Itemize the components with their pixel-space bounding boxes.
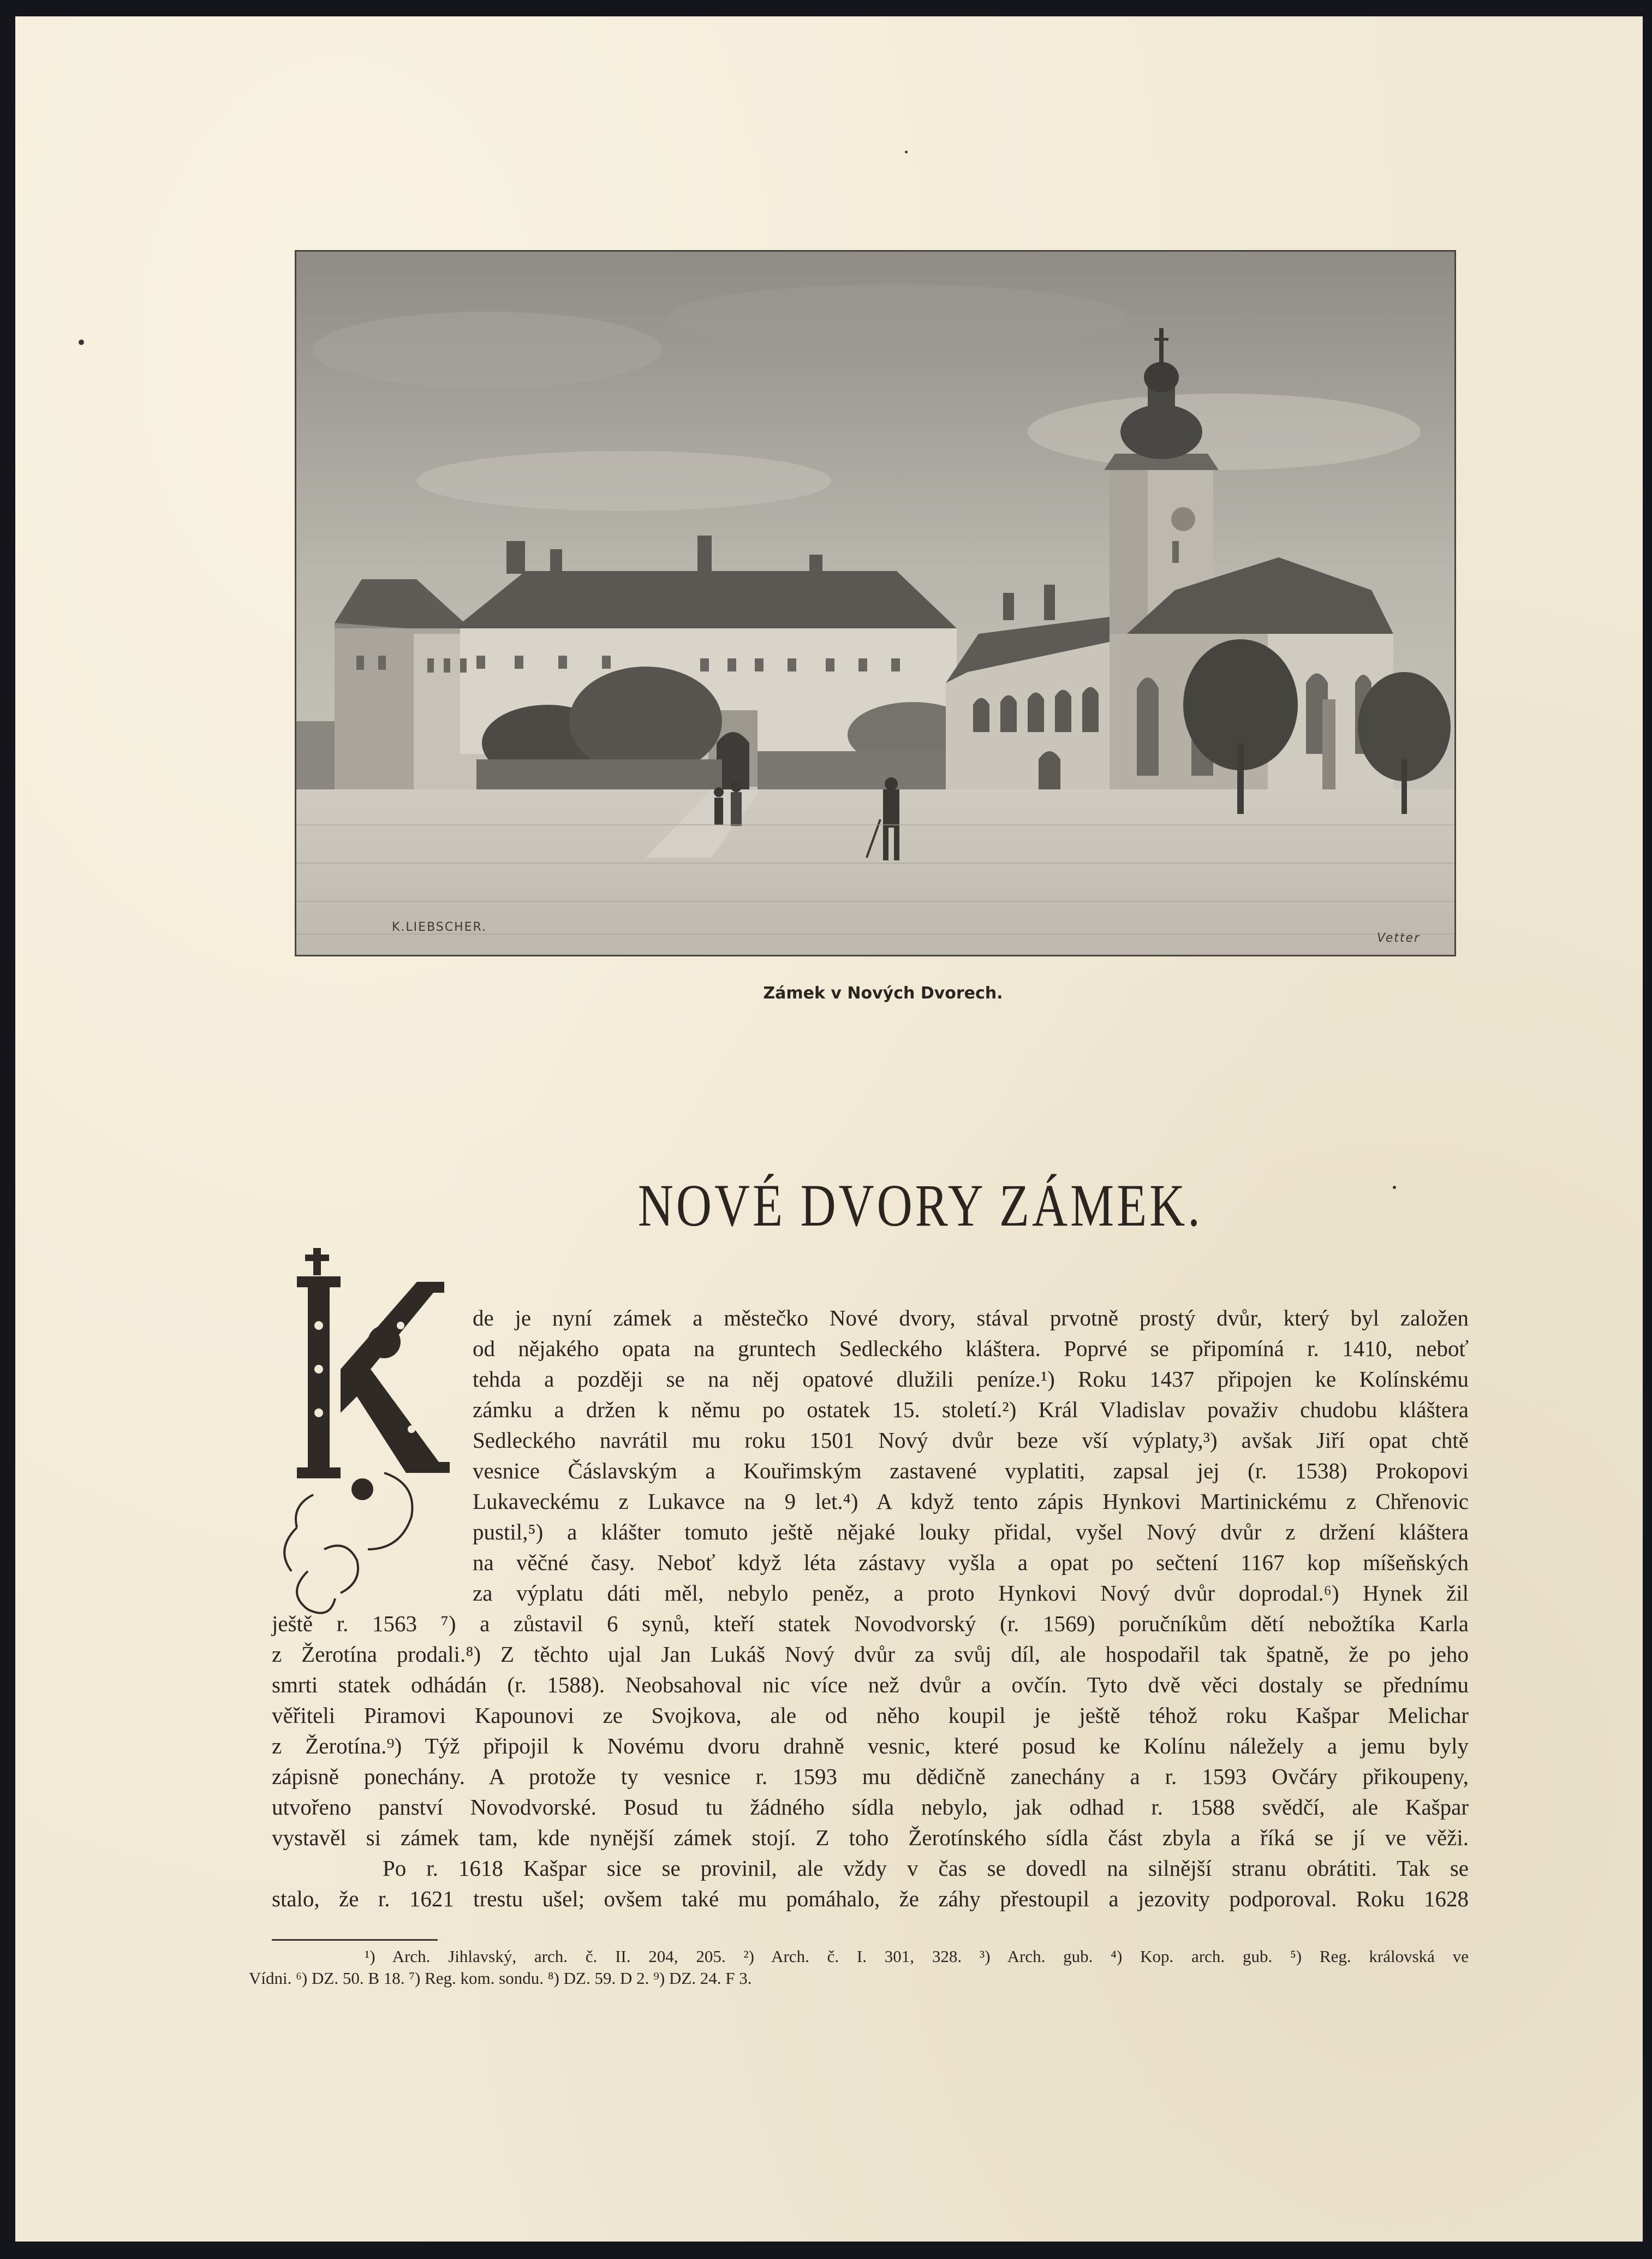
body-line-1: de je nyní zámek a městečko Nové dvory, stával prvotně prostý dvůr, který byl založen <box>473 1305 1469 1330</box>
body-line-4: zámku a držen k němu po ostatek 15. století.²) Král Vladislav považiv chudobu kláštera <box>473 1397 1469 1422</box>
paper-speck <box>1393 1186 1396 1189</box>
artist-signature-left: K.LIEBSCHER. <box>392 920 487 934</box>
castle-illustration <box>295 250 1456 956</box>
footnote-rule <box>272 1939 438 1941</box>
body-line-14: věřiteli Piramovi Kapounovi ze Svojkova, ale od něho koupil je ještě téhož roku Kašpar Melichar <box>272 1703 1469 1728</box>
paper-speck <box>79 340 84 345</box>
body-line-10: za výplatu dáti měl, nebylo peněz, a proto Hynkovi Nový dvůr doprodal.⁶) Hynek žil <box>473 1580 1469 1606</box>
body-line-6: vesnice Čáslavským a Kouřimským zastavené vyplatiti, zapsal jej (r. 1538) Prokopovi <box>473 1458 1469 1483</box>
body-line-13: smrti statek odhádán (r. 1588). Neobsahoval nic více než dvůr a ovčín. Tyto dvě věci dostaly se přednímu <box>272 1672 1469 1697</box>
body-line-15: z Žerotína.⁹) Týž připojil k Novému dvoru drahně vesnic, které posud ke Kolínu náležely a jemu byly <box>272 1733 1469 1758</box>
body-line-16: zápisně ponechány. A protože ty vesnice r. 1593 mu dědičně zanechány a r. 1593 Ovčáry přikoupeny, <box>272 1764 1469 1789</box>
body-line-11: ještě r. 1563 ⁷) a zůstavil 6 synů, kteří statek Novodvorský (r. 1569) poručníkům dětí nebožtíka Karla <box>272 1611 1469 1636</box>
body-line-3: tehda a později se na něj opatové dlužili peníze.¹) Roku 1437 připojen ke Kolínskému <box>473 1366 1469 1392</box>
body-line-7: Lukaveckému z Lukavce na 9 let.⁴) A když tento zápis Hynkovi Martinickému z Chřenovic <box>473 1489 1469 1514</box>
figure-caption: Zámek v Nových Dvorech. <box>763 984 1003 1003</box>
book-page <box>15 16 1643 2242</box>
engraver-signature-right: Vetter <box>1377 931 1421 945</box>
footnote-line-2: Vídni. ⁶) DZ. 50. B 18. ⁷) Reg. kom. sondu. ⁸) DZ. 59. D 2. ⁹) DZ. 24. F 3. <box>249 1969 752 1988</box>
body-line-2: od nějakého opata na gruntech Sedleckého kláštera. Poprvé se připomíná r. 1410, neboť <box>473 1336 1469 1361</box>
footnote-line-1: ¹) Arch. Jihlavský, arch. č. II. 204, 205. ²) Arch. č. I. 301, 328. ³) Arch. gub. ⁴) Kop. arch. gub. ⁵) Reg. královská ve <box>365 1947 1469 1966</box>
body-line-19: Po r. 1618 Kašpar sice se provinil, ale vždy v čas se dovedl na silnější stranu obrátiti. Tak se <box>383 1856 1469 1881</box>
chapter-title: NOVÉ DVORY ZÁMEK. <box>637 1172 1203 1239</box>
body-line-9: na věčné časy. Neboť když léta zástavy vyšla a opat po sečtení 1167 kop míšeňských <box>473 1550 1469 1575</box>
body-line-20: stalo, že r. 1621 trestu ušel; ovšem také mu pomáhalo, že záhy přestoupil a jezovity podporoval. Roku 1628 <box>272 1886 1469 1911</box>
decorative-initial-k <box>275 1244 460 1619</box>
body-line-5: Sedleckého navrátil mu roku 1501 Nový dvůr beze vší výplaty,³) avšak Jiří opat chtě <box>473 1428 1469 1453</box>
body-line-8: pustil,⁵) a klášter tomuto ještě nějaké louky přidal, vyšel Nový dvůr z držení kláštera <box>473 1519 1469 1544</box>
body-line-12: z Žerotína prodali.⁸) Z těchto ujal Jan Lukáš Nový dvůr za svůj díl, ale hospodařil tak špatně, že po jeho <box>272 1642 1469 1667</box>
castle-engraving <box>296 252 1454 955</box>
body-line-18: vystavěl si zámek tam, kde nynější zámek stojí. Z toho Žerotínského sídla část zbyla a říká se jí ve věži. <box>272 1825 1469 1850</box>
body-line-17: utvořeno panství Novodvorské. Posud tu žádného sídla nebylo, jak odhad r. 1588 svědčí, ale Kašpar <box>272 1794 1469 1820</box>
paper-speck <box>905 151 908 153</box>
